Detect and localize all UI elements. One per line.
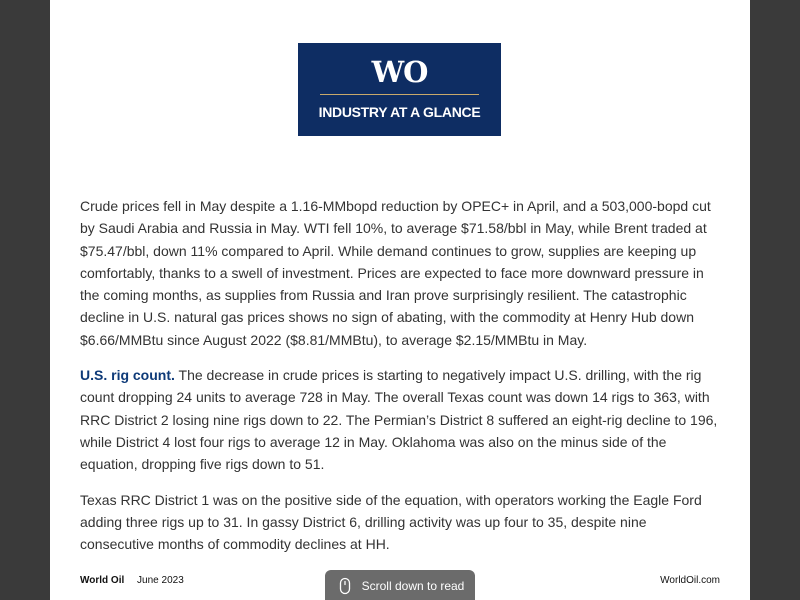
paragraph-rig-count-text: The decrease in crude prices is starting to negatively impact U.S. drilling, with the rig count dropping 24 units to average 728 in May. The overall Texas count was down 14 rigs to 363, with RRC District 2 losing nine rigs down to 22. The Permian’s District 8 suffered an eight-rig decline to 196, while District 4 lost four rigs to average 12 in May. Oklahoma was also on the minus side of the equation, dropping five rigs down to 51. [80, 367, 718, 473]
footer-issue: June 2023 [137, 575, 184, 586]
paragraph-rig-count [80, 364, 722, 475]
world-oil-logo [298, 43, 501, 136]
document-page [50, 0, 750, 600]
logo-tagline: INDUSTRY AT A GLANCE [318, 104, 481, 120]
footer-site: WorldOil.com [660, 575, 720, 586]
rig-count-lead: U.S. rig count. [80, 367, 175, 384]
footer-brand: World Oil [80, 575, 125, 586]
logo-mark: WO [371, 55, 428, 89]
scroll-down-button[interactable] [325, 570, 475, 600]
scroll-hint-label: Scroll down to read [361, 579, 465, 593]
mouse-icon [336, 577, 354, 595]
logo-divider [320, 94, 479, 95]
footer-left [80, 575, 184, 586]
paragraph-crude-prices: Crude prices fell in May despite a 1.16-MMbopd reduction by OPEC+ in April, and a 503,000-bopd cut by Saudi Arabia and Russia in May. WTI fell 10%, to average $71.58/bbl in May, while Brent traded at $75.47/bbl, down 11% compared to April. While demand continues to grow, supplies are keeping up comfortably, thanks to a swell of investment. Prices are expected to face more downward pressure in the coming months, as supplies from Russia and Iran prove surprisingly resilient. The catastrophic decline in U.S. natural gas prices shows no sign of abating, with the commodity at Henry Hub down $6.66/MMBtu since August 2022 ($8.81/MMBtu), to average $2.15/MMBtu in May. [80, 198, 711, 348]
paragraph-district-1: Texas RRC District 1 was on the positive side of the equation, with operators working the Eagle Ford adding three rigs up to 31. In gassy District 6, drilling activity was up four to 35, despite nine consecutive months of commodity declines at HH. [80, 491, 702, 553]
article-body [80, 195, 722, 568]
